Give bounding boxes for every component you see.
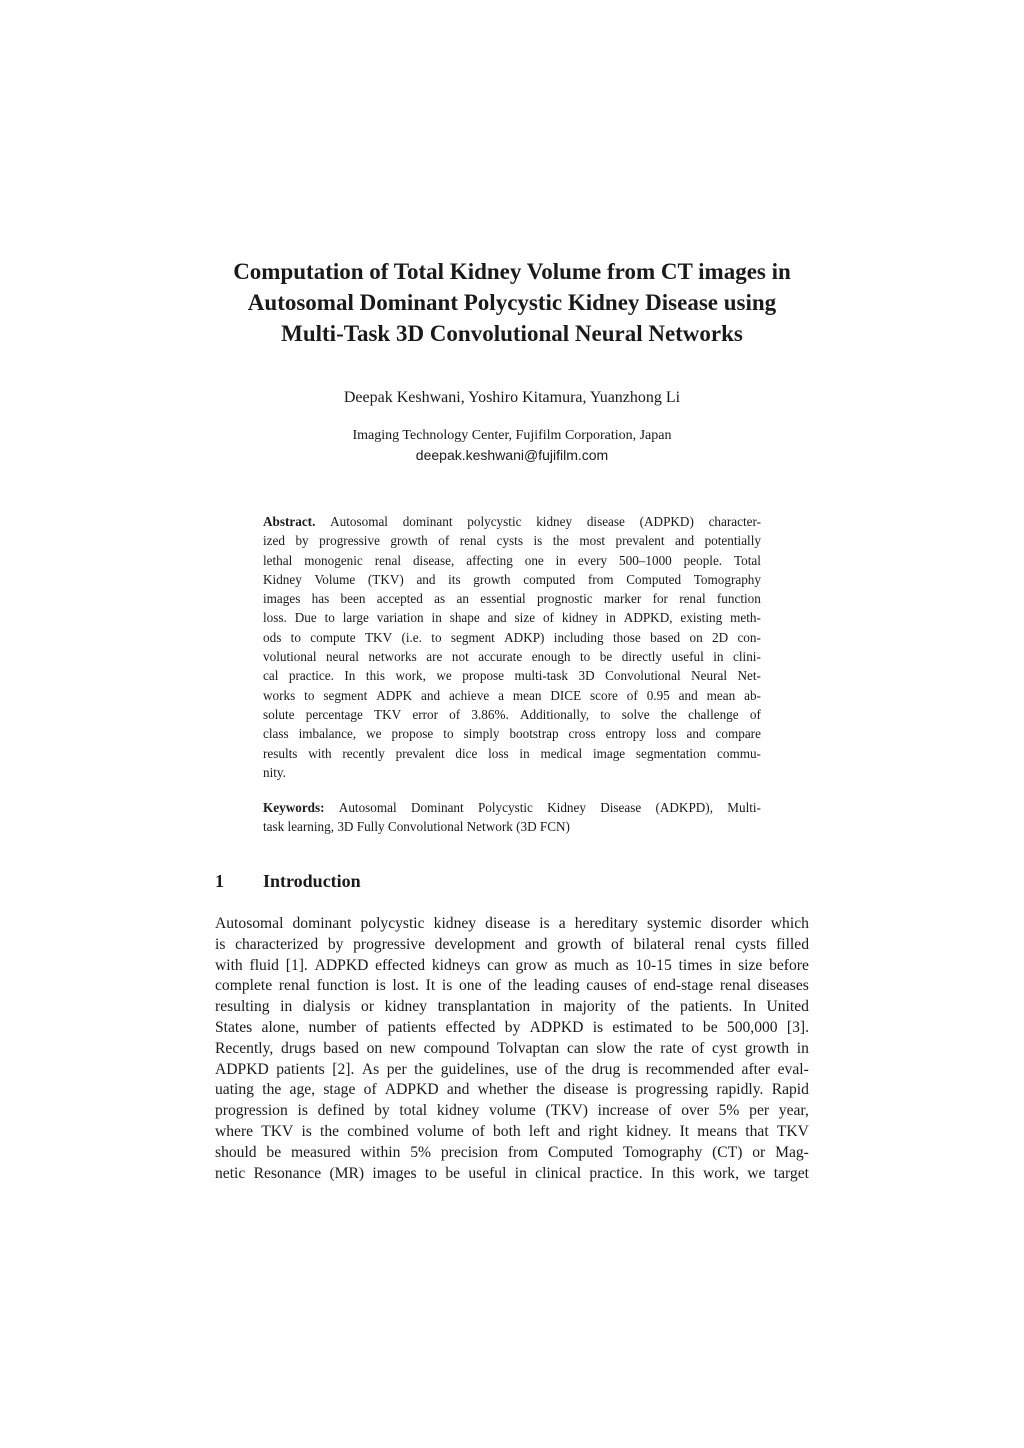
abstract-label: Abstract.	[263, 514, 316, 529]
affiliation-block	[160, 426, 864, 465]
body-line: complete renal function is lost. It is one of the leading causes of end-stage renal diseases	[215, 977, 809, 995]
paper-title	[160, 256, 864, 349]
keywords-line: Keywords: Autosomal Dominant Polycystic Kidney Disease (ADKPD), Multi-	[263, 798, 761, 817]
body-line: resulting in dialysis or kidney transplantation in majority of the patients. In United	[215, 998, 809, 1016]
body-line: uating the age, stage of ADPKD and whether the disease is progressing rapidly. Rapid	[215, 1081, 809, 1099]
body-line: progression is defined by total kidney volume (TKV) increase of over 5% per year,	[215, 1102, 809, 1120]
abstract-line: lethal monogenic renal disease, affecting one in every 500–1000 people. Total	[263, 552, 761, 568]
abstract-line: nity.	[263, 764, 286, 780]
body-text	[215, 914, 809, 1184]
body-line: where TKV is the combined volume of both left and right kidney. It means that TKV	[215, 1122, 809, 1140]
abstract-line: ods to compute TKV (i.e. to segment ADKP) including those based on 2D con-	[263, 629, 761, 645]
body-line: with fluid [1]. ADPKD effected kidneys can grow as much as 10-15 times in size before	[215, 956, 809, 974]
title-line: Multi-Task 3D Convolutional Neural Networks	[281, 321, 743, 346]
affiliation: Imaging Technology Center, Fujifilm Corporation, Japan	[352, 428, 672, 443]
body-line: States alone, number of patients effected by ADPKD is estimated to be 500,000 [3].	[215, 1018, 809, 1036]
keywords-label: Keywords:	[263, 800, 325, 815]
abstract-line: solute percentage TKV error of 3.86%. Additionally, to solve the challenge of	[263, 706, 761, 722]
abstract-line: ized by progressive growth of renal cysts is the most prevalent and potentially	[263, 533, 761, 549]
title-line: Computation of Total Kidney Volume from CT images in	[233, 259, 791, 284]
abstract-line: Kidney Volume (TKV) and its growth computed from Computed Tomography	[263, 571, 761, 587]
body-line: Recently, drugs based on new compound Tolvaptan can slow the rate of cyst growth in	[215, 1039, 809, 1057]
abstract-line: Abstract. Autosomal dominant polycystic kidney disease (ADPKD) character-	[263, 512, 761, 531]
title-line: Autosomal Dominant Polycystic Kidney Disease using	[247, 290, 777, 315]
abstract-line: works to segment ADPK and achieve a mean DICE score of 0.95 and mean ab-	[263, 687, 761, 703]
abstract-line: cal practice. In this work, we propose multi-task 3D Convolutional Neural Net-	[263, 668, 761, 684]
body-line: ADPKD patients [2]. As per the guidelines, use of the drug is recommended after eval-	[215, 1060, 809, 1078]
abstract-line: volutional neural networks are not accurate enough to be directly useful in clini-	[263, 649, 761, 665]
abstract	[263, 512, 761, 782]
body-line: should be measured within 5% precision from Computed Tomography (CT) or Mag-	[215, 1143, 809, 1161]
keywords-line: task learning, 3D Fully Convolutional Network (3D FCN)	[263, 819, 570, 835]
body-line: Autosomal dominant polycystic kidney disease is a hereditary systemic disorder which	[215, 915, 809, 932]
body-line: is characterized by progressive development and growth of bilateral renal cysts filled	[215, 935, 809, 953]
author-email: deepak.keshwani@fujifilm.com	[415, 447, 609, 463]
author-list: Deepak Keshwani, Yoshiro Kitamura, Yuanzhong Li	[343, 389, 681, 406]
section-number: 1	[215, 871, 224, 891]
body-line: netic Resonance (MR) images to be useful in clinical practice. In this work, we target	[215, 1164, 809, 1182]
abstract-line: results with recently prevalent dice loss in medical image segmentation commu-	[263, 745, 761, 761]
section-title: Introduction	[263, 871, 361, 891]
abstract-line: images has been accepted as an essential prognostic marker for renal function	[263, 591, 761, 607]
keywords	[263, 798, 761, 837]
abstract-line: class imbalance, we propose to simply bootstrap cross entropy loss and compare	[263, 726, 761, 742]
section-heading	[215, 869, 815, 893]
abstract-line: loss. Due to large variation in shape and size of kidney in ADPKD, existing meth-	[263, 610, 761, 626]
